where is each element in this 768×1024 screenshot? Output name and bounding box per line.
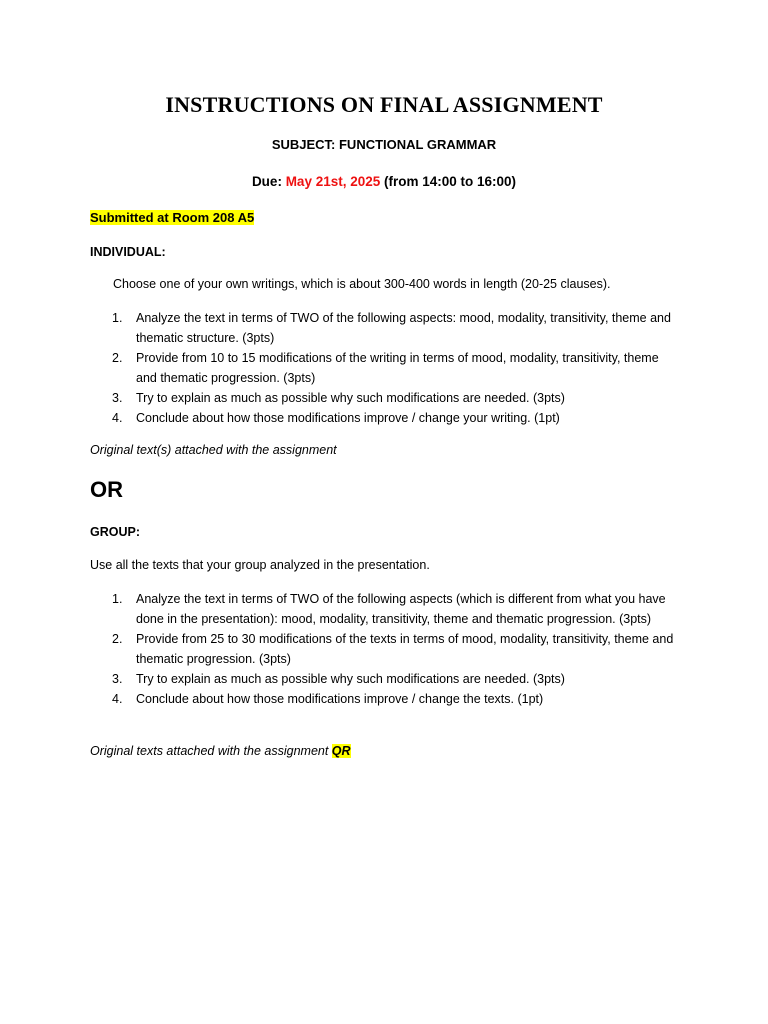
subject-line: SUBJECT: FUNCTIONAL GRAMMAR — [271, 137, 497, 152]
due-date: May 21st, 2025 — [285, 174, 381, 189]
due-label: Due: — [251, 174, 286, 189]
list-item-number: 4. — [112, 692, 123, 706]
submission-location — [90, 210, 254, 225]
list-item-number: 1. — [112, 592, 123, 606]
list-item-number: 3. — [112, 672, 123, 686]
list-item-text: Analyze the text in terms of TWO of the following aspects: mood, modality, transitivity, theme and thematic structure. (3pts) — [136, 311, 671, 345]
list-item-text: Provide from 25 to 30 modifications of the texts in terms of mood, modality, transitivity, theme and thematic progression. (3pts) — [136, 632, 674, 666]
due-time: (from 14:00 to 16:00) — [380, 174, 517, 189]
due-line — [0, 174, 768, 189]
group-note — [90, 744, 351, 758]
group-note-text: Original texts attached with the assignment — [90, 744, 332, 758]
individual-heading: INDIVIDUAL: — [90, 245, 166, 259]
list-item — [90, 689, 680, 709]
qr-highlight: QR — [331, 744, 351, 758]
individual-note: Original text(s) attached with the assignment — [90, 443, 337, 457]
document-title: INSTRUCTIONS ON FINAL ASSIGNMENT — [165, 92, 603, 117]
list-item-number: 1. — [112, 311, 123, 325]
list-item-number: 2. — [112, 632, 123, 646]
list-item-number: 3. — [112, 391, 123, 405]
list-item-text: Provide from 10 to 15 modifications of the writing in terms of mood, modality, transitivity, theme and thematic progression. (3pts) — [136, 351, 659, 385]
or-separator: OR — [90, 477, 123, 502]
individual-task-list — [90, 308, 680, 428]
group-task-list — [90, 589, 680, 709]
list-item-number: 2. — [112, 351, 123, 365]
list-item-text: Conclude about how those modifications improve / change your writing. (1pt) — [136, 411, 560, 425]
list-item-text: Analyze the text in terms of TWO of the following aspects (which is different from what you have done in the presentation): mood, modality, transitivity, theme and thematic progression. (3pts) — [136, 592, 666, 626]
list-item-number: 4. — [112, 411, 123, 425]
list-item — [90, 388, 680, 408]
list-item — [90, 348, 680, 388]
list-item — [90, 308, 680, 348]
individual-intro: Choose one of your own writings, which is about 300-400 words in length (20-25 clauses). — [113, 277, 611, 291]
submission-location-text: Submitted at Room 208 A5 — [90, 210, 255, 225]
list-item-text: Try to explain as much as possible why such modifications are needed. (3pts) — [136, 391, 565, 405]
list-item — [90, 408, 680, 428]
list-item — [90, 629, 680, 669]
list-item — [90, 589, 680, 629]
list-item-text: Conclude about how those modifications improve / change the texts. (1pt) — [136, 692, 544, 706]
list-item — [90, 669, 680, 689]
list-item-text: Try to explain as much as possible why such modifications are needed. (3pts) — [136, 672, 565, 686]
group-heading: GROUP: — [90, 525, 140, 539]
group-intro: Use all the texts that your group analyzed in the presentation. — [90, 558, 430, 572]
